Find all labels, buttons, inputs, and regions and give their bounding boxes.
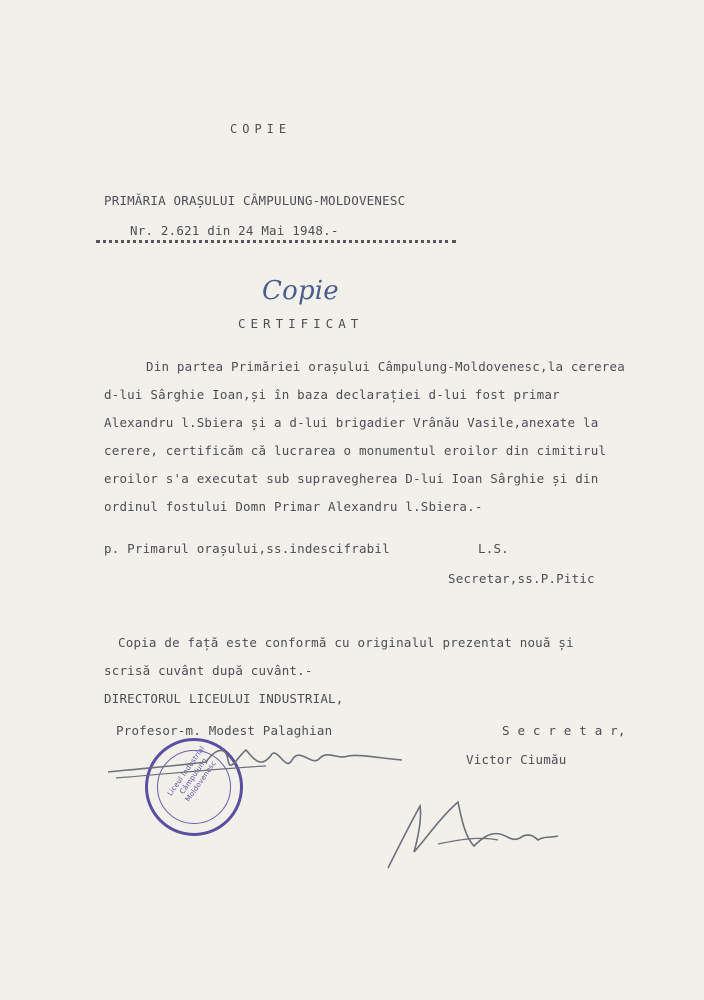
ls-mark: L.S. bbox=[478, 541, 509, 556]
conformity-line-2: scrisă cuvânt după cuvânt.- bbox=[104, 663, 313, 678]
certificate-line-5: eroilor s'a executat sub supravegherea D-lui Ioan Sârghie și din bbox=[104, 471, 599, 486]
secretary-signature-line: Secretar,ss.P.Pitic bbox=[448, 571, 595, 586]
reference-number: Nr. 2.621 din 24 Mai 1948.- bbox=[130, 223, 339, 238]
round-stamp: Liceul Industrial Câmpulung Moldovenesc bbox=[145, 738, 243, 836]
certificate-line-6: ordinul fostului Domn Primar Alexandru l.Sbiera.- bbox=[104, 499, 483, 514]
certificate-title: CERTIFICAT bbox=[238, 316, 364, 331]
handwritten-copie-note: Copie bbox=[262, 276, 339, 306]
director-signature bbox=[106, 738, 406, 788]
institution-heading: PRIMĂRIA ORAȘULUI CÂMPULUNG-MOLDOVENESC bbox=[104, 193, 406, 208]
certificate-line-4: cerere, certificăm că lucrarea o monumentul eroilor din cimitirul bbox=[104, 443, 607, 458]
secretary-title: S e c r e t a r, bbox=[502, 723, 626, 738]
certificate-line-2: d-lui Sârghie Ioan,și în baza declarației d-lui fost primar bbox=[104, 387, 560, 402]
secretary-name: Victor Ciumău bbox=[466, 752, 567, 767]
dotted-rule bbox=[96, 240, 456, 243]
mayor-signature-line: p. Primarul orașului,ss.indescifrabil bbox=[104, 541, 390, 556]
copie-title: COPIE bbox=[230, 122, 292, 136]
certificate-line-1: Din partea Primăriei orașului Câmpulung-Moldovenesc,la cererea bbox=[146, 359, 625, 374]
secretary-handwritten-signature bbox=[378, 788, 578, 878]
conformity-line-1: Copia de față este conformă cu originalul prezentat nouă și bbox=[118, 635, 574, 650]
director-title: DIRECTORUL LICEULUI INDUSTRIAL, bbox=[104, 691, 344, 706]
director-name: Profesor-m. Modest Palaghian bbox=[116, 723, 333, 738]
certificate-line-3: Alexandru l.Sbiera și a d-lui brigadier Vrânău Vasile,anexate la bbox=[104, 415, 599, 430]
